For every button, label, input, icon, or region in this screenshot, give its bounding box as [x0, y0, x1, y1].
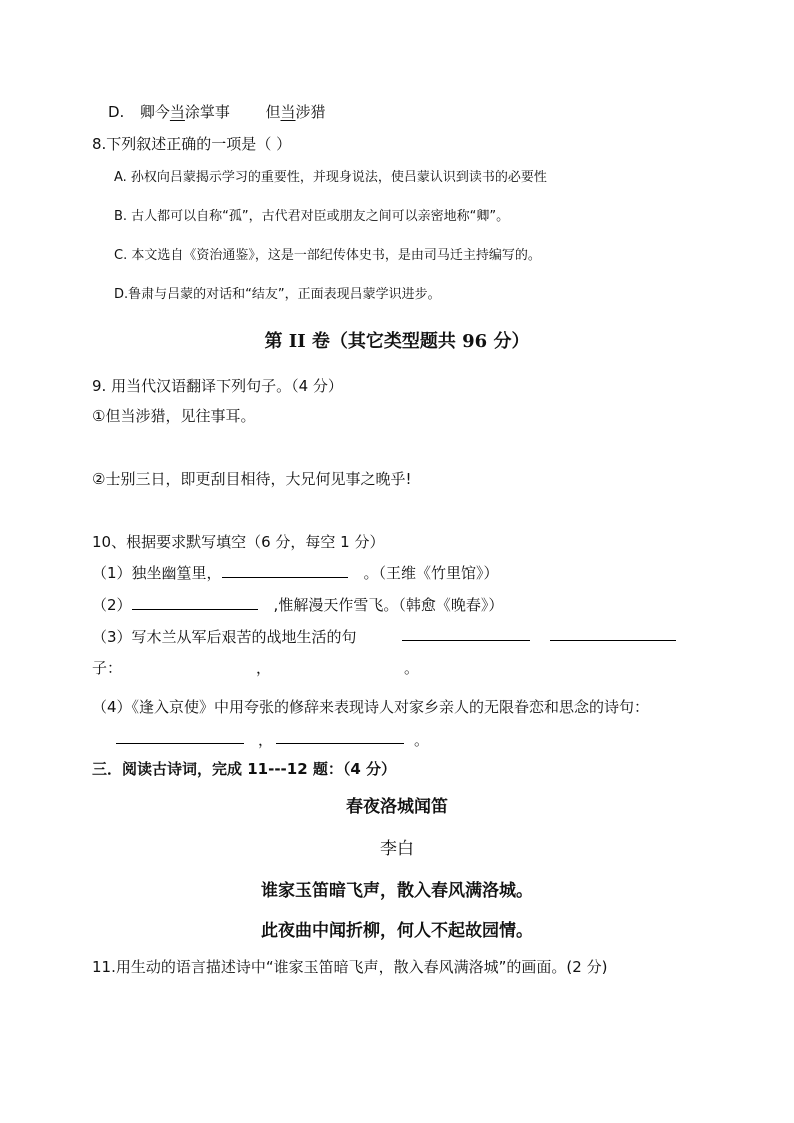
- period: 。: [414, 731, 430, 749]
- poem-line-1: 谁家玉笛暗飞声，散入春风满洛城。: [261, 881, 533, 901]
- period: 。: [404, 659, 420, 677]
- q8-option-a: A. 孙权向吕蒙揭示学习的重要性，并现身说法，使吕蒙认识到读书的必要性: [114, 170, 547, 185]
- poem-author: 李白: [380, 839, 414, 859]
- poem-title: 春夜洛城闻笛: [346, 797, 448, 817]
- option-label: D.: [108, 103, 125, 121]
- option-text-part: 但: [265, 103, 281, 121]
- option-text-part: 涉猎: [295, 103, 326, 121]
- answer-blank[interactable]: [550, 626, 676, 641]
- underlined-word: 当: [169, 103, 185, 121]
- part2-heading: 第 II 卷（其它类型题共 96 分）: [264, 331, 530, 352]
- line-text: （2）: [92, 596, 132, 614]
- q8-stem: 8.下列叙述正确的一项是（ ）: [92, 135, 292, 153]
- q8-option-d: D.鲁肃与吕蒙的对话和“结友”，正面表现吕蒙学识进步。: [114, 287, 441, 302]
- underlined-word: 当: [280, 103, 296, 121]
- answer-blank[interactable]: [222, 563, 348, 578]
- q9-sentence-1: ①但当涉猎，见往事耳。: [92, 407, 256, 425]
- q9-stem: 9. 用当代汉语翻译下列句子。（4 分）: [92, 377, 343, 395]
- option-text-part: 涂掌事: [184, 103, 230, 121]
- q10-stem: 10、根据要求默写填空（6 分，每空 1 分）: [92, 533, 385, 551]
- q10-line-3-cont: 子：: [92, 659, 123, 677]
- part3-heading: 三．阅读古诗词，完成 11---12 题：（4 分）: [92, 760, 397, 778]
- line-text: 。（王维《竹里馆》）: [363, 564, 499, 582]
- poem-line-2: 此夜曲中闻折柳，何人不起故园情。: [261, 921, 533, 941]
- line-text: （1）独坐幽篁里，: [92, 564, 222, 582]
- answer-blank[interactable]: [116, 729, 244, 744]
- answer-blank[interactable]: [276, 729, 404, 744]
- option-text-part: 卿今: [139, 103, 170, 121]
- answer-blank[interactable]: [132, 595, 258, 610]
- line-text: （3）写木兰从军后艰苦的战地生活的句: [92, 628, 357, 646]
- q10-line-2: [92, 594, 503, 615]
- q10-line-1: [92, 562, 499, 583]
- answer-blank[interactable]: [402, 626, 530, 641]
- q7-option-d: [108, 101, 326, 122]
- q10-line-4: （4）《逢入京使》中用夸张的修辞来表现诗人对家乡亲人的无限眷恋和思念的诗句：: [92, 698, 650, 716]
- line-text: ,惟解漫天作雪飞。（韩愈《晚春》）: [273, 596, 504, 614]
- comma: ，: [258, 731, 274, 749]
- q10-line-3: [92, 626, 357, 647]
- q9-sentence-2: ②士别三日，即更刮目相待，大兄何见事之晚乎!: [92, 470, 412, 488]
- q11-stem: 11.用生动的语言描述诗中“谁家玉笛暗飞声，散入春风满洛城”的画面。(2 分): [92, 958, 608, 976]
- q8-option-c: C. 本文选自《资治通鉴》，这是一部纪传体史书，是由司马迁主持编写的。: [114, 248, 541, 263]
- comma: ，: [256, 659, 272, 677]
- q8-option-b: B. 古人都可以自称“孤”，古代君对臣或朋友之间可以亲密地称“卿”。: [114, 209, 510, 224]
